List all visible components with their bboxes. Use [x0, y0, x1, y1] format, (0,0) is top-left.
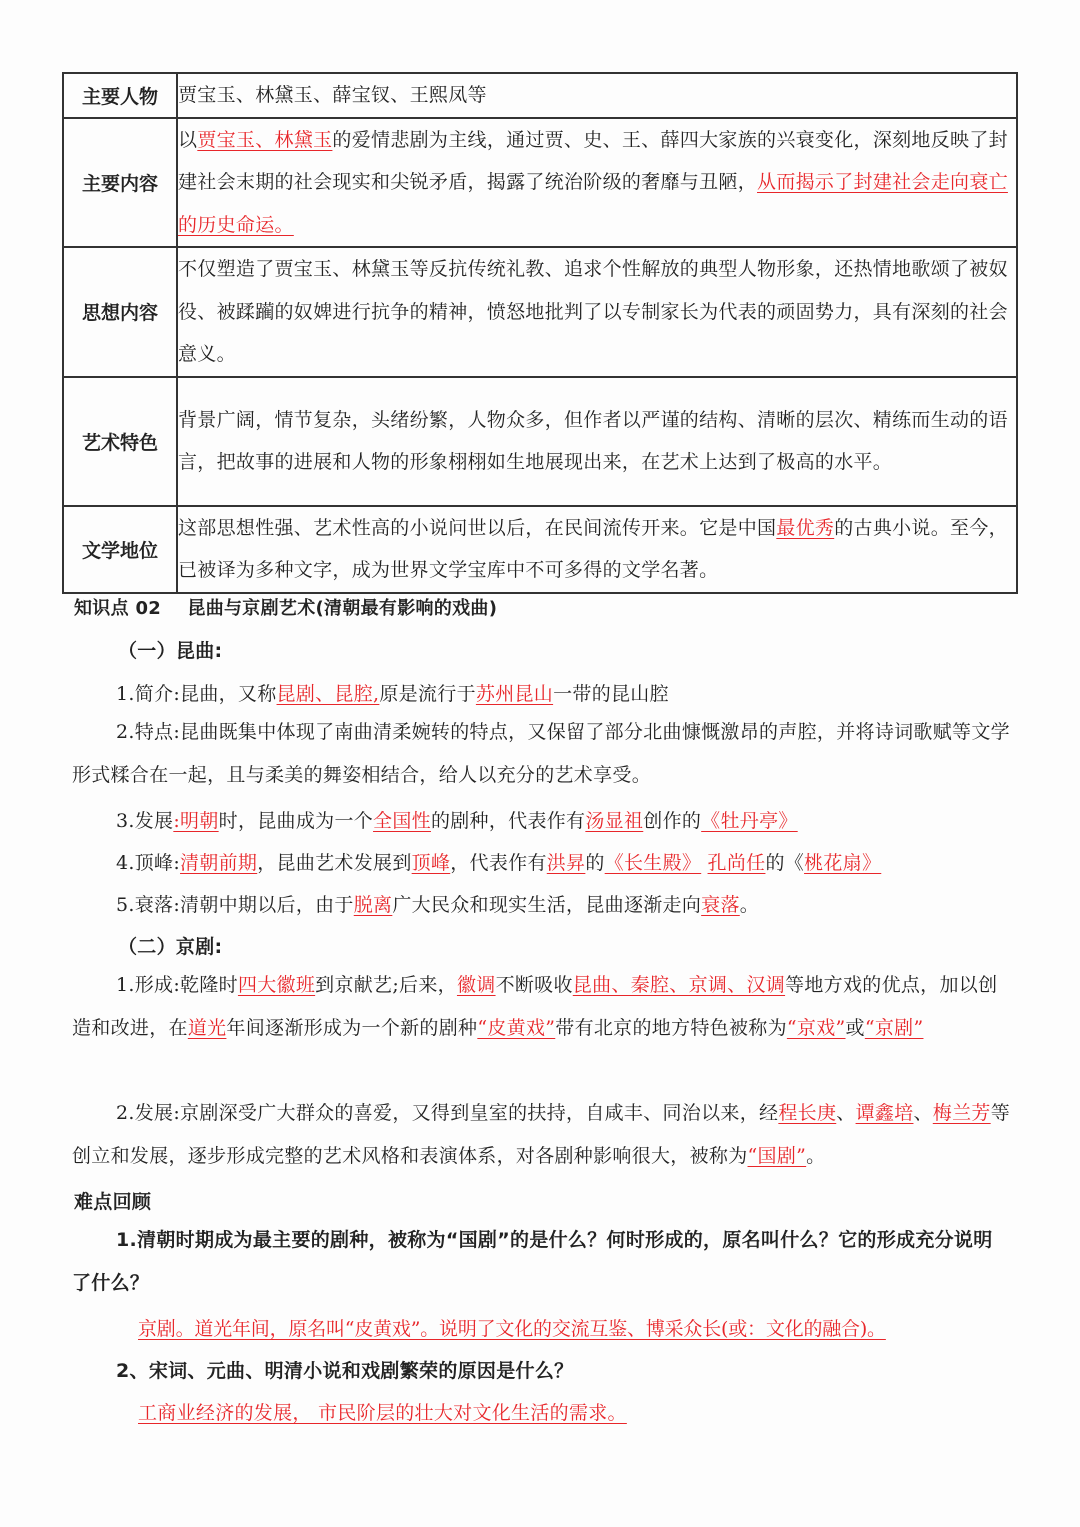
row-label: 艺术特色: [63, 377, 177, 506]
text-segment: 2.发展:京剧深受广大群众的喜爱，又得到皇室的扶持，自咸丰、同治以来，经: [116, 1102, 779, 1124]
text-segment: 4.顶峰:: [116, 852, 181, 874]
text-segment: 等地方戏的优点，加以创造和改进，在: [72, 974, 998, 1039]
table-row: [63, 118, 1017, 248]
text-segment: 1.简介:昆曲，又称: [116, 683, 277, 705]
question-2: 2、宋词、元曲、明清小说和戏剧繁荣的原因是什么？: [116, 1360, 574, 1382]
question-1: 1.清朝时期成为最主要的剧种，被称为“国剧”的是什么？何时形成的，原名叫什么？它的形成充分说明 了什么？: [72, 1229, 993, 1294]
text-segment: 2.特点:昆曲既集中体现了南曲清柔婉转的特点，又保留了部分北曲慷慨激昂的声腔，并将诗词歌赋等文学形式糅合在一起，且与柔美的舞姿相结合，给人以充分的艺术享受。: [72, 721, 1010, 786]
highlight-text: 苏州昆山: [475, 683, 554, 705]
highlight-text: 四大徽班: [237, 974, 316, 996]
text-segment: 、: [836, 1102, 856, 1124]
jingju-item: [72, 964, 1012, 1049]
section-title: 昆曲与京剧艺术(清朝最有影响的戏曲): [187, 598, 498, 619]
highlight-text: 洪昇: [546, 852, 586, 874]
table-row: [63, 506, 1017, 593]
text-segment: 这部思想性强、艺术性高的小说问世以后，在民间流传开来。它是中国: [178, 516, 777, 539]
text-segment: 到京献艺;后来，: [315, 974, 457, 996]
text-segment: 年间逐渐形成为一个新的剧种: [226, 1016, 478, 1039]
text-segment: ，代表作有: [450, 852, 547, 874]
text-segment: 一带的昆山腔: [553, 683, 669, 705]
text-segment: 1.形成:乾隆时: [116, 974, 238, 996]
kunqu-item: [72, 711, 1012, 796]
row-label: 主要人物: [63, 73, 177, 118]
highlight-text: 昆曲、秦腔、京调、汉调: [572, 974, 786, 996]
row-label: 主要内容: [63, 118, 177, 248]
highlight-text: “国剧”: [747, 1144, 807, 1167]
highlight-text: 贾宝玉、林黛玉: [197, 128, 333, 151]
section-label: 知识点 02: [74, 598, 162, 619]
text-segment: 。: [806, 1144, 826, 1167]
highlight-text: “京戏”: [786, 1016, 846, 1039]
text-segment: 的爱情悲剧为主线，通过贾、史、王、薛四大家族的兴衰变化，深刻地反映了封建社会末期的社会现实和尖锐矛盾，揭露了统治阶级的奢靡与丑陋，: [178, 128, 1008, 193]
text-segment: 贾宝玉、林黛玉、薛宝钗、王熙凤等: [178, 84, 487, 106]
text-segment: 不断吸收: [495, 974, 573, 996]
highlight-text: 衰落: [701, 894, 740, 916]
highlight-text: “皮黄戏”: [477, 1016, 556, 1039]
text-segment: 3.发展: [116, 810, 174, 832]
highlight-text: 道光: [187, 1016, 227, 1039]
review-heading: 难点回顾: [74, 1191, 152, 1213]
section-heading: [74, 594, 497, 620]
table-row: [63, 247, 1017, 377]
row-label: 思想内容: [63, 247, 177, 377]
row-content: [177, 377, 1017, 506]
kunqu-item: [116, 679, 669, 706]
highlight-text: 汤显祖: [585, 810, 644, 832]
highlight-text: 最优秀: [776, 516, 835, 539]
answer-2: 工商业经济的发展， 市民阶层的壮大对文化生活的需求。: [138, 1402, 627, 1424]
highlight-text: 谭鑫培: [855, 1102, 914, 1124]
text-segment: 5.衰落:清朝中期以后，由于: [116, 894, 354, 916]
answer-1: 京剧。道光年间，原名叫“皮黄戏”。说明了文化的交流互鉴、博采众长(或：文化的融合)。: [138, 1318, 886, 1340]
highlight-text: 程长庚: [778, 1102, 837, 1124]
highlight-text: 清朝前期: [180, 852, 258, 874]
highlight-text: 桃花扇》: [804, 852, 882, 874]
highlight-text: 顶峰: [411, 852, 451, 874]
text-segment: 的古典小说。至今，已被译为多种文字，成为世界文学宝库中不可多得的文学名著。: [178, 516, 1008, 581]
kunqu-heading: （一）昆曲:: [118, 640, 223, 662]
text-segment: 不仅塑造了贾宝玉、林黛玉等反抗传统礼教、追求个性解放的典型人物形象，还热情地歌颂了被奴役、被蹂躏的奴婢进行抗争的精神，愤怒地批判了以专制家长为代表的顽固势力，具有深刻的社会意义。: [178, 258, 1008, 365]
row-content: [177, 247, 1017, 377]
text-segment: 的剧种，代表作有: [430, 810, 586, 832]
highlight-text: 梅兰芳: [932, 1102, 991, 1124]
text-segment: 创作的: [643, 810, 702, 832]
jingju-item: [72, 1092, 1012, 1177]
text-segment: ，昆曲艺术发展到: [257, 852, 412, 874]
kunqu-item: [116, 848, 881, 875]
jingju-heading: （二）京剧:: [118, 936, 223, 958]
row-content: [177, 73, 1017, 118]
highlight-text: 《牡丹亭》: [701, 810, 798, 832]
highlight-text: :明朝: [173, 810, 219, 832]
text-segment: 或: [845, 1016, 865, 1039]
text-segment: 、: [913, 1102, 933, 1124]
highlight-text: 孔尚任: [707, 852, 766, 874]
text-segment: 以: [178, 128, 198, 151]
highlight-text: “京剧”: [864, 1016, 924, 1039]
row-content: [177, 506, 1017, 593]
text-segment: 的《: [765, 852, 805, 874]
row-label: 文学地位: [63, 506, 177, 593]
highlight-text: 徽调: [456, 974, 496, 996]
text-segment: 。: [739, 894, 760, 916]
text-segment: 的: [585, 852, 605, 874]
text-segment: 等创立和发展，逐步形成完整的艺术风格和表演体系，对各剧种影响很大，被称为: [72, 1102, 1010, 1167]
table-row: [63, 73, 1017, 118]
info-table: [62, 72, 1018, 594]
kunqu-item: [116, 806, 798, 833]
text-segment: 原是流行于: [379, 683, 476, 705]
text-segment: 广大民众和现实生活，昆曲逐渐走向: [392, 894, 702, 916]
row-content: [177, 118, 1017, 248]
kunqu-item: [116, 890, 759, 917]
highlight-text: 从而揭示了封建社会走向衰亡的历史命运。: [178, 171, 1008, 236]
text-segment: 背景广阔，情节复杂，头绪纷繁，人物众多，但作者以严谨的结构、清晰的层次、精练而生动的语言，把故事的进展和人物的形象栩栩如生地展现出来，在艺术上达到了极高的水平。: [178, 408, 1008, 473]
text-segment: 带有北京的地方特色被称为: [555, 1016, 787, 1039]
table-row: [63, 377, 1017, 506]
highlight-text: 《长生殿》: [604, 852, 702, 874]
text-segment: 时，昆曲成为一个: [218, 810, 374, 832]
highlight-text: 全国性: [373, 810, 431, 832]
highlight-text: 昆剧、昆腔,: [276, 683, 380, 705]
highlight-text: 脱离: [353, 894, 393, 916]
